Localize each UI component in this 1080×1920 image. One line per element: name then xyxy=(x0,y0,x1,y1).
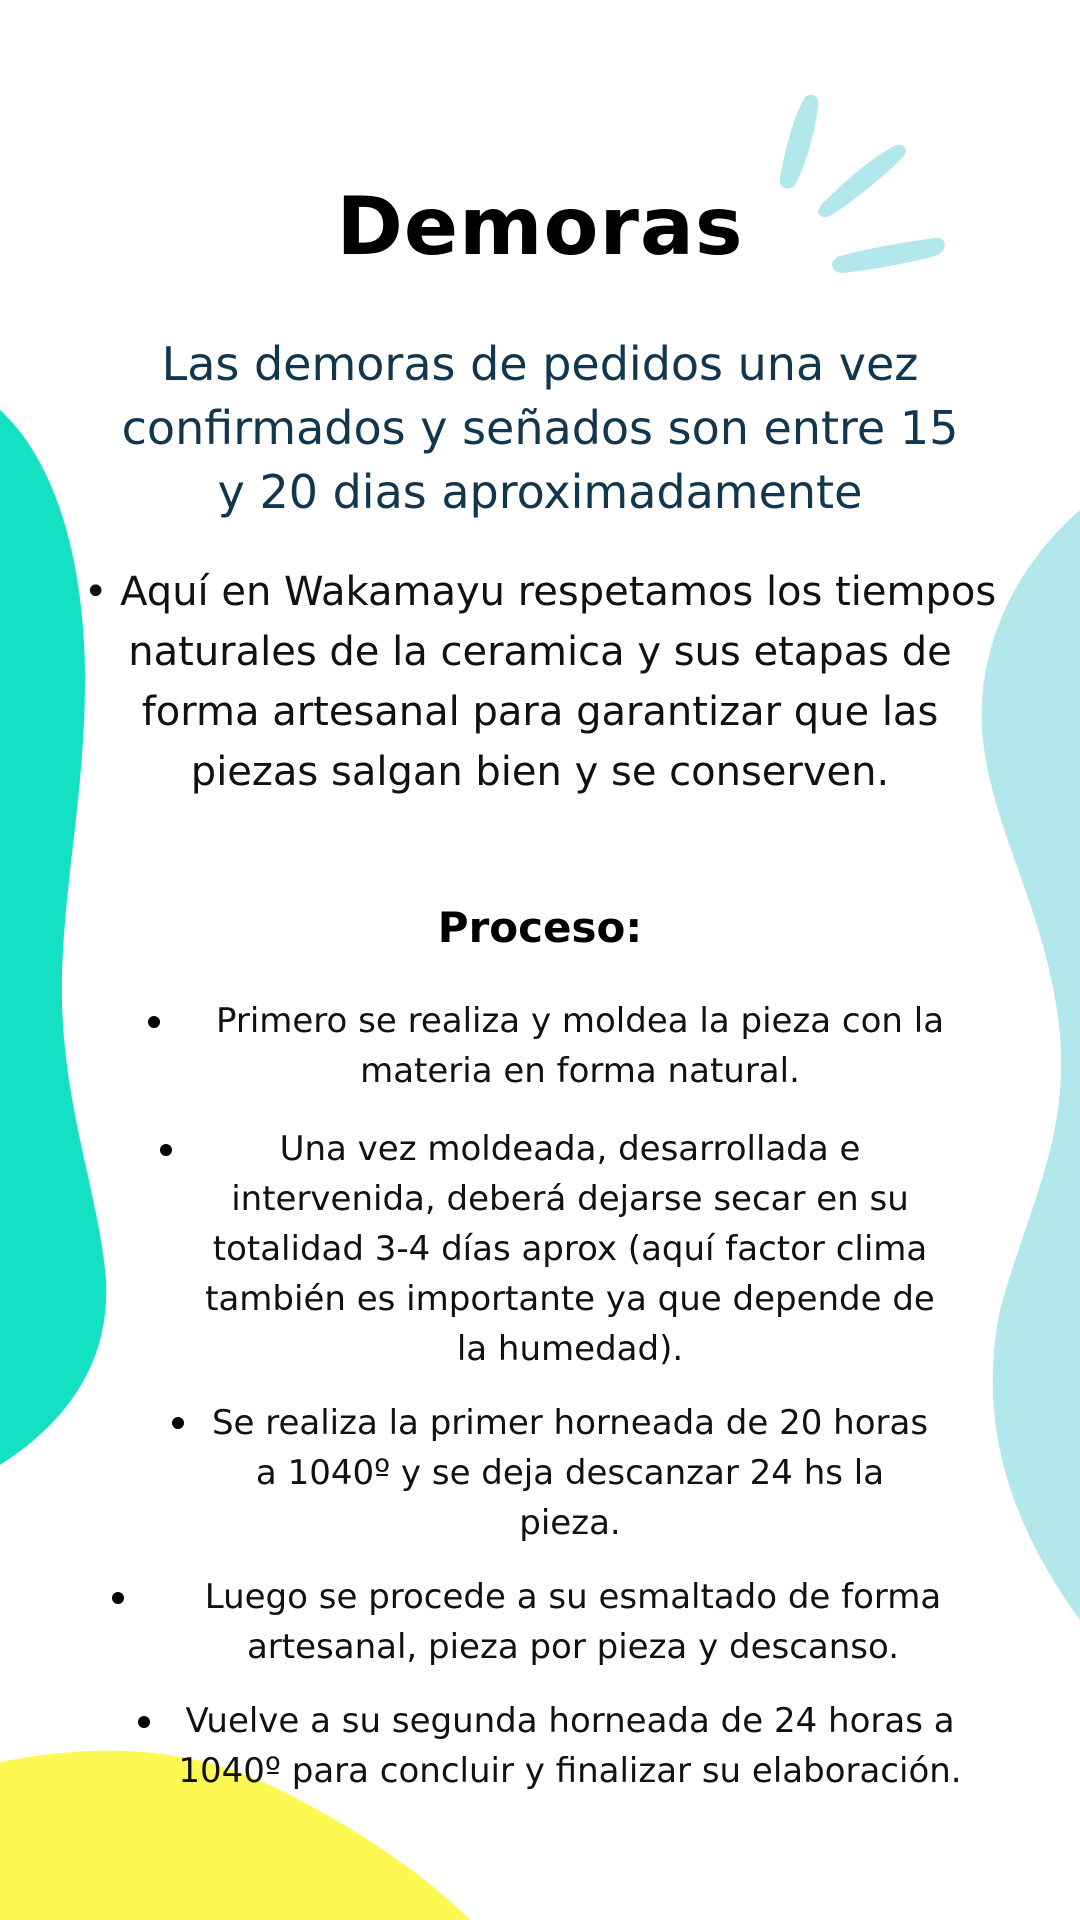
bullet-icon xyxy=(172,1417,184,1429)
bullet-icon xyxy=(160,1144,172,1156)
bullet-icon xyxy=(148,1016,160,1028)
bullet-icon xyxy=(138,1716,150,1728)
step-text: Vuelve a su segunda horneada de 24 horas a 1040º para concluir y finalizar su elaboración. xyxy=(178,1701,962,1791)
page-subtitle: Las demoras de pedidos una vez confirmados y señados son entre 15 y 20 dias aproximadamente xyxy=(121,337,959,519)
step-text: Luego se procede a su esmaltado de forma artesanal, pieza por pieza y descanso. xyxy=(204,1577,942,1667)
step-text: Una vez moldeada, desarrollada e intervenida, deberá dejarse secar en su totalidad 3-4 días aprox (aquí factor clima también es importante ya que depende de la humedad). xyxy=(205,1129,935,1369)
intro-paragraph: • Aquí en Wakamayu respetamos los tiempos naturales de la ceramica y sus etapas de forma artesanal para garantizar que las piezas salgan bien y se conserven. xyxy=(83,569,997,795)
process-heading: Proceso: xyxy=(437,903,643,952)
step-text: Primero se realiza y moldea la pieza con la materia en forma natural. xyxy=(215,1001,945,1091)
page-title: Demoras xyxy=(336,180,744,273)
bullet-icon xyxy=(112,1592,124,1604)
step-text: Se realiza la primer horneada de 20 horas a 1040º y se deja descanzar 24 hs la pieza. xyxy=(211,1403,929,1543)
